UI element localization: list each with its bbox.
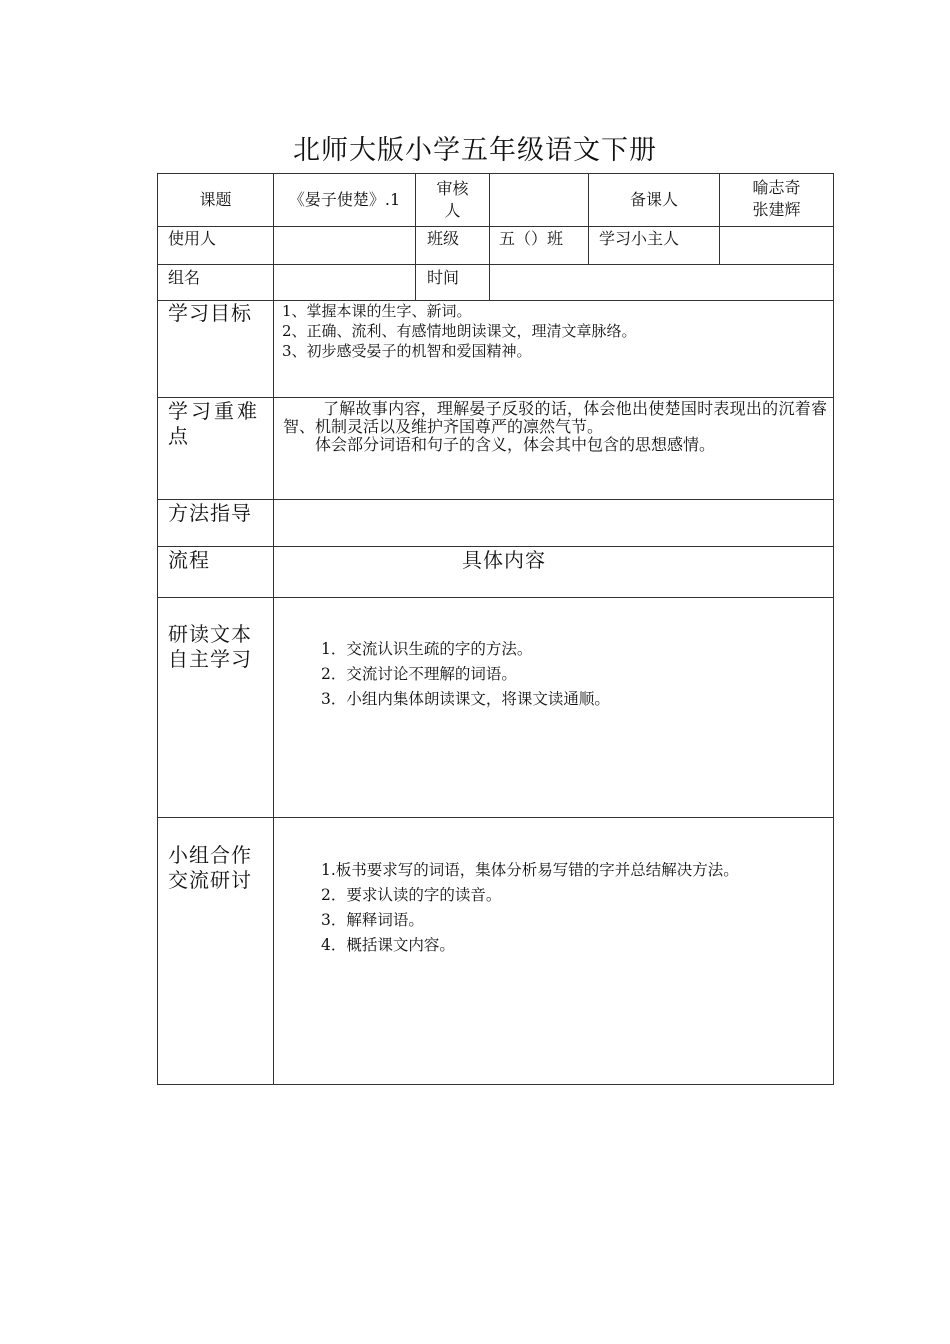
goals-list xyxy=(282,301,637,361)
goals-label: 学习目标 xyxy=(168,301,252,325)
row-divider xyxy=(158,597,833,598)
column-divider xyxy=(588,174,589,264)
key-points-para-1: 了解故事内容，理解晏子反驳的话，体会他出使楚国时表现出的沉着睿智、机制灵活以及维护齐国尊严的凛然气节。 xyxy=(283,399,827,436)
row-divider xyxy=(158,226,833,227)
list-item: 1.板书要求写的词语，集体分析易写错的字并总结解决方法。 xyxy=(321,861,739,879)
reviewer-label-line2: 人 xyxy=(444,201,461,220)
user-label: 使用人 xyxy=(168,229,217,248)
group-study-label-line1: 小组合作 xyxy=(168,843,252,867)
row-divider xyxy=(158,499,833,500)
self-study-label-line1: 研读文本 xyxy=(168,622,252,646)
list-item: 2．要求认读的字的读音。 xyxy=(321,886,502,904)
row-divider xyxy=(158,397,833,398)
list-item: 1．交流认识生疏的字的方法。 xyxy=(321,640,533,658)
key-points-label-line2: 点 xyxy=(168,424,189,448)
key-points-label-line1: 学习重难 xyxy=(168,399,260,423)
class-label: 班级 xyxy=(427,229,460,248)
topic-label: 课题 xyxy=(199,190,232,209)
key-points-label xyxy=(168,399,268,449)
host-label: 学习小主人 xyxy=(599,229,680,248)
list-item: 3．解释词语。 xyxy=(321,911,424,929)
reviewer-label-line1: 审核 xyxy=(436,179,469,198)
row-divider xyxy=(158,546,833,547)
row-divider xyxy=(158,817,833,818)
document-title: 北师大版小学五年级语文下册 xyxy=(293,135,657,166)
key-points-para-2: 体会部分词语和句子的含义，体会其中包含的思想感情。 xyxy=(315,435,716,454)
preparer-name-2: 张建辉 xyxy=(752,200,801,219)
time-label: 时间 xyxy=(427,268,460,287)
reviewer-label xyxy=(416,178,489,222)
method-label: 方法指导 xyxy=(168,501,252,525)
list-item: 3．小组内集体朗读课文，将课文读通顺。 xyxy=(321,690,610,708)
preparer-names xyxy=(720,177,833,221)
group-label: 组名 xyxy=(168,268,201,287)
preparer-name-1: 喻志奇 xyxy=(752,178,801,197)
content-header: 具体内容 xyxy=(462,548,546,572)
list-item: 2．交流讨论不理解的词语。 xyxy=(321,665,517,683)
goal-item: 3、初步感受晏子的机智和爱国精神。 xyxy=(282,342,532,360)
self-study-list xyxy=(321,637,610,712)
row-divider xyxy=(158,264,833,265)
self-study-label xyxy=(168,622,252,672)
topic-value: 《晏子使楚》.1 xyxy=(288,190,401,209)
group-study-label xyxy=(168,843,252,893)
column-divider xyxy=(489,174,490,300)
group-study-list xyxy=(321,858,739,958)
goal-item: 1、掌握本课的生字、新词。 xyxy=(282,302,472,320)
self-study-label-line2: 自主学习 xyxy=(168,647,252,671)
group-study-label-line2: 交流研讨 xyxy=(168,868,252,892)
lesson-plan-table xyxy=(157,173,834,1085)
list-item: 4．概括课文内容。 xyxy=(321,936,455,954)
class-value: 五（）班 xyxy=(499,229,564,248)
process-label: 流程 xyxy=(168,548,210,572)
key-points-text xyxy=(283,400,827,454)
goal-item: 2、正确、流利、有感情地朗读课文，理清文章脉络。 xyxy=(282,322,637,340)
column-divider xyxy=(273,174,274,1084)
preparer-label: 备课人 xyxy=(629,190,678,209)
